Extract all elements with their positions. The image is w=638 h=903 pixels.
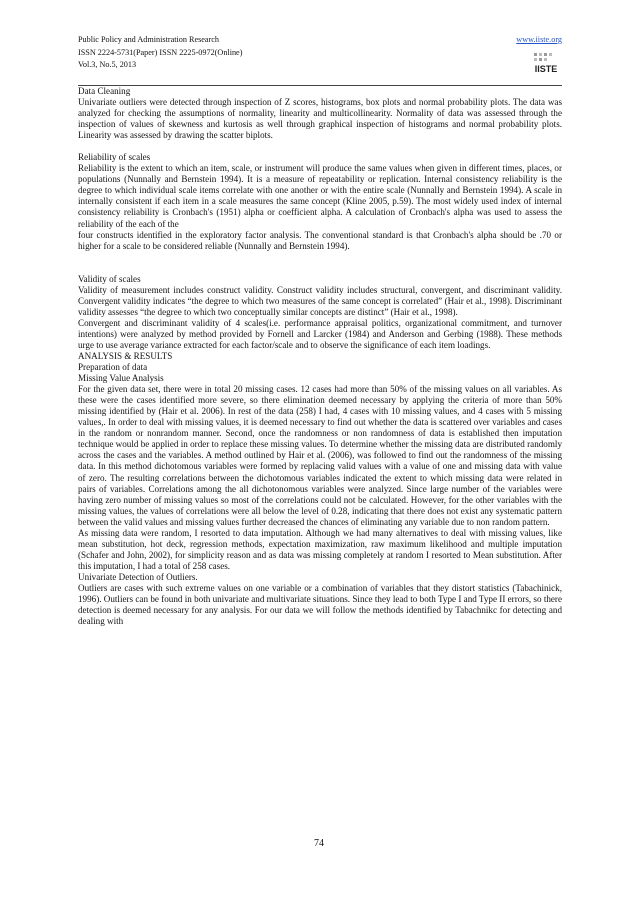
para-reliability-1: Reliability is the extent to which an item, scale, or instrument will produce the same values when given in different times, places, or populations (Nunnally and Bernstein 1994). It is a measure of repeatability or replication. Internal consistency reliability is the degree to which individual scale items correlate with one another or with the entire scale (Nunnally and Bernstein 1994). A scale in internally consistent if each item in a scale measures the same concept (Kline 2005, p.59). The most widely used index of internal consistency reliability is Cronbach's (1951) alpha or coefficient alpha. A calculation of Cronbach's alpha was used to assess the reliability of the each of the	[78, 163, 562, 229]
article-body	[78, 86, 562, 627]
heading-preparation: Preparation of data	[78, 362, 148, 373]
logo-text: IISTE	[534, 64, 558, 74]
heading-univariate-outliers: Univariate Detection of Outliers.	[78, 571, 198, 582]
para-validity-2: Convergent and discriminant validity of 4 scales(i.e. performance appraisal politics, organizational commitment, and turnover intentions) were analyzed by method provided by Fornell and Larcker (1984) and Anderson and Gerbing (1988). These methods urge to use average variance extracted for each factor/scale and to observe the significance of each item loadings.	[78, 317, 562, 350]
issn-line: ISSN 2224-5731(Paper) ISSN 2225-0972(Online)	[78, 47, 243, 57]
heading-analysis: ANALYSIS & RESULTS	[78, 350, 173, 361]
header-rule	[78, 85, 562, 86]
para-outliers: Outliers are cases with such extreme values on one variable or a combination of variables that they distort statistics (Tabachinick, 1996). Outliers can be found in both univariate and multivariate situations. Since they lead to both Type I and Type II errors, so there detection is deemed necessary for any analysis. For our data we will follow the methods identified by Tabachnikc for detecting and dealing with	[78, 582, 562, 627]
heading-missing-value: Missing Value Analysis	[78, 373, 164, 384]
heading-data-cleaning: Data Cleaning	[78, 86, 131, 96]
journal-title: Public Policy and Administration Research	[78, 35, 219, 44]
journal-info	[78, 34, 562, 72]
para-missing-value-1: For the given data set, there were in total 20 missing cases. 12 cases had more than 50% of the missing values on all variables. As these were the cases identified more severe, so there elimination deemed necessary by applying the criteria of more than 50% missing identified by (Hair et al. 2006). In rest of the data (258) I had, 4 cases with 10 missing values, and 4 cases with 5 missing values,. In order to deal with missing values, it is deemed necessary to find out whether the data is scattered over variables and cases in the random or nonrandom manner. Second, once the randomness or non randomness of data is established then imputation technique would be applied in order to replace these missing values. To determine whether the missing data are distributed randomly across the cases and the variables. A method outlined by Hair et al. (2006), was followed to find out the randomness of the missing data. In this method dichotomous variables were formed by replacing valid values with a value of one and missing data with value of zero. The resulting correlations between the dichotomous variables indicated the extent to which missing data were related in pairs of variables. Correlations among the all dichotonomous variables were analyzed. Since large number of the variables were having zero number of missing values so most of the correlations could not be calculated. However, for the other variables with the missing values, the values of correlations were all below the level of 0.28, indicating that there does not exist any systematic pattern between the valid values and missing values further decreased the chances of eliminating any variable due to non random pattern.	[78, 384, 562, 527]
iiste-logo	[531, 50, 561, 76]
para-data-cleaning: Univariate outliers were detected through inspection of Z scores, histograms, box plots and normal probability plots. The data was analyzed for checking the assumptions of normality, linearity and multicollinearity. Normality of data was assessed through the inspection of values of skewness and kurtosis as well through graphical inspection of histograms and normal probability plots. Linearity was assessed by drawing the scatter biplots.	[78, 97, 562, 141]
para-validity-1: Validity of measurement includes construct validity. Construct validity includes structural, convergent, and discriminant validity. Convergent validity indicates “the degree to which two measures of the same concept is correlated” (Hair et al., 1998). Discriminant validity assesses “the degree to which two conceptually similar concepts are distinct” (Hair et al., 1998).	[78, 284, 562, 317]
heading-reliability: Reliability of scales	[78, 152, 151, 163]
volume-line: Vol.3, No.5, 2013	[78, 60, 137, 69]
page	[78, 34, 562, 627]
page-header	[78, 34, 562, 86]
para-reliability-2: four constructs identified in the exploratory factor analysis. The conventional standard is that Cronbach's alpha should be .70 or higher for a scale to be considered reliable (Nunnally and Bernstein 1994).	[78, 229, 562, 251]
para-missing-value-2: As missing data were random, I resorted to data imputation. Although we had many alternatives to deal with missing values, like mean substitution, hot deck, regression methods, expectation maximization, raw maximum likelihood and multiple imputation (Schafer and John, 2002), for simplicity reason and as data was missing completely at random I resorted to Mean substitution. After this imputation, I had a total of 258 cases.	[78, 527, 562, 571]
page-number: 74	[314, 838, 324, 849]
heading-validity: Validity of scales	[78, 273, 141, 284]
journal-url-link[interactable]: www.iiste.org	[516, 35, 562, 44]
